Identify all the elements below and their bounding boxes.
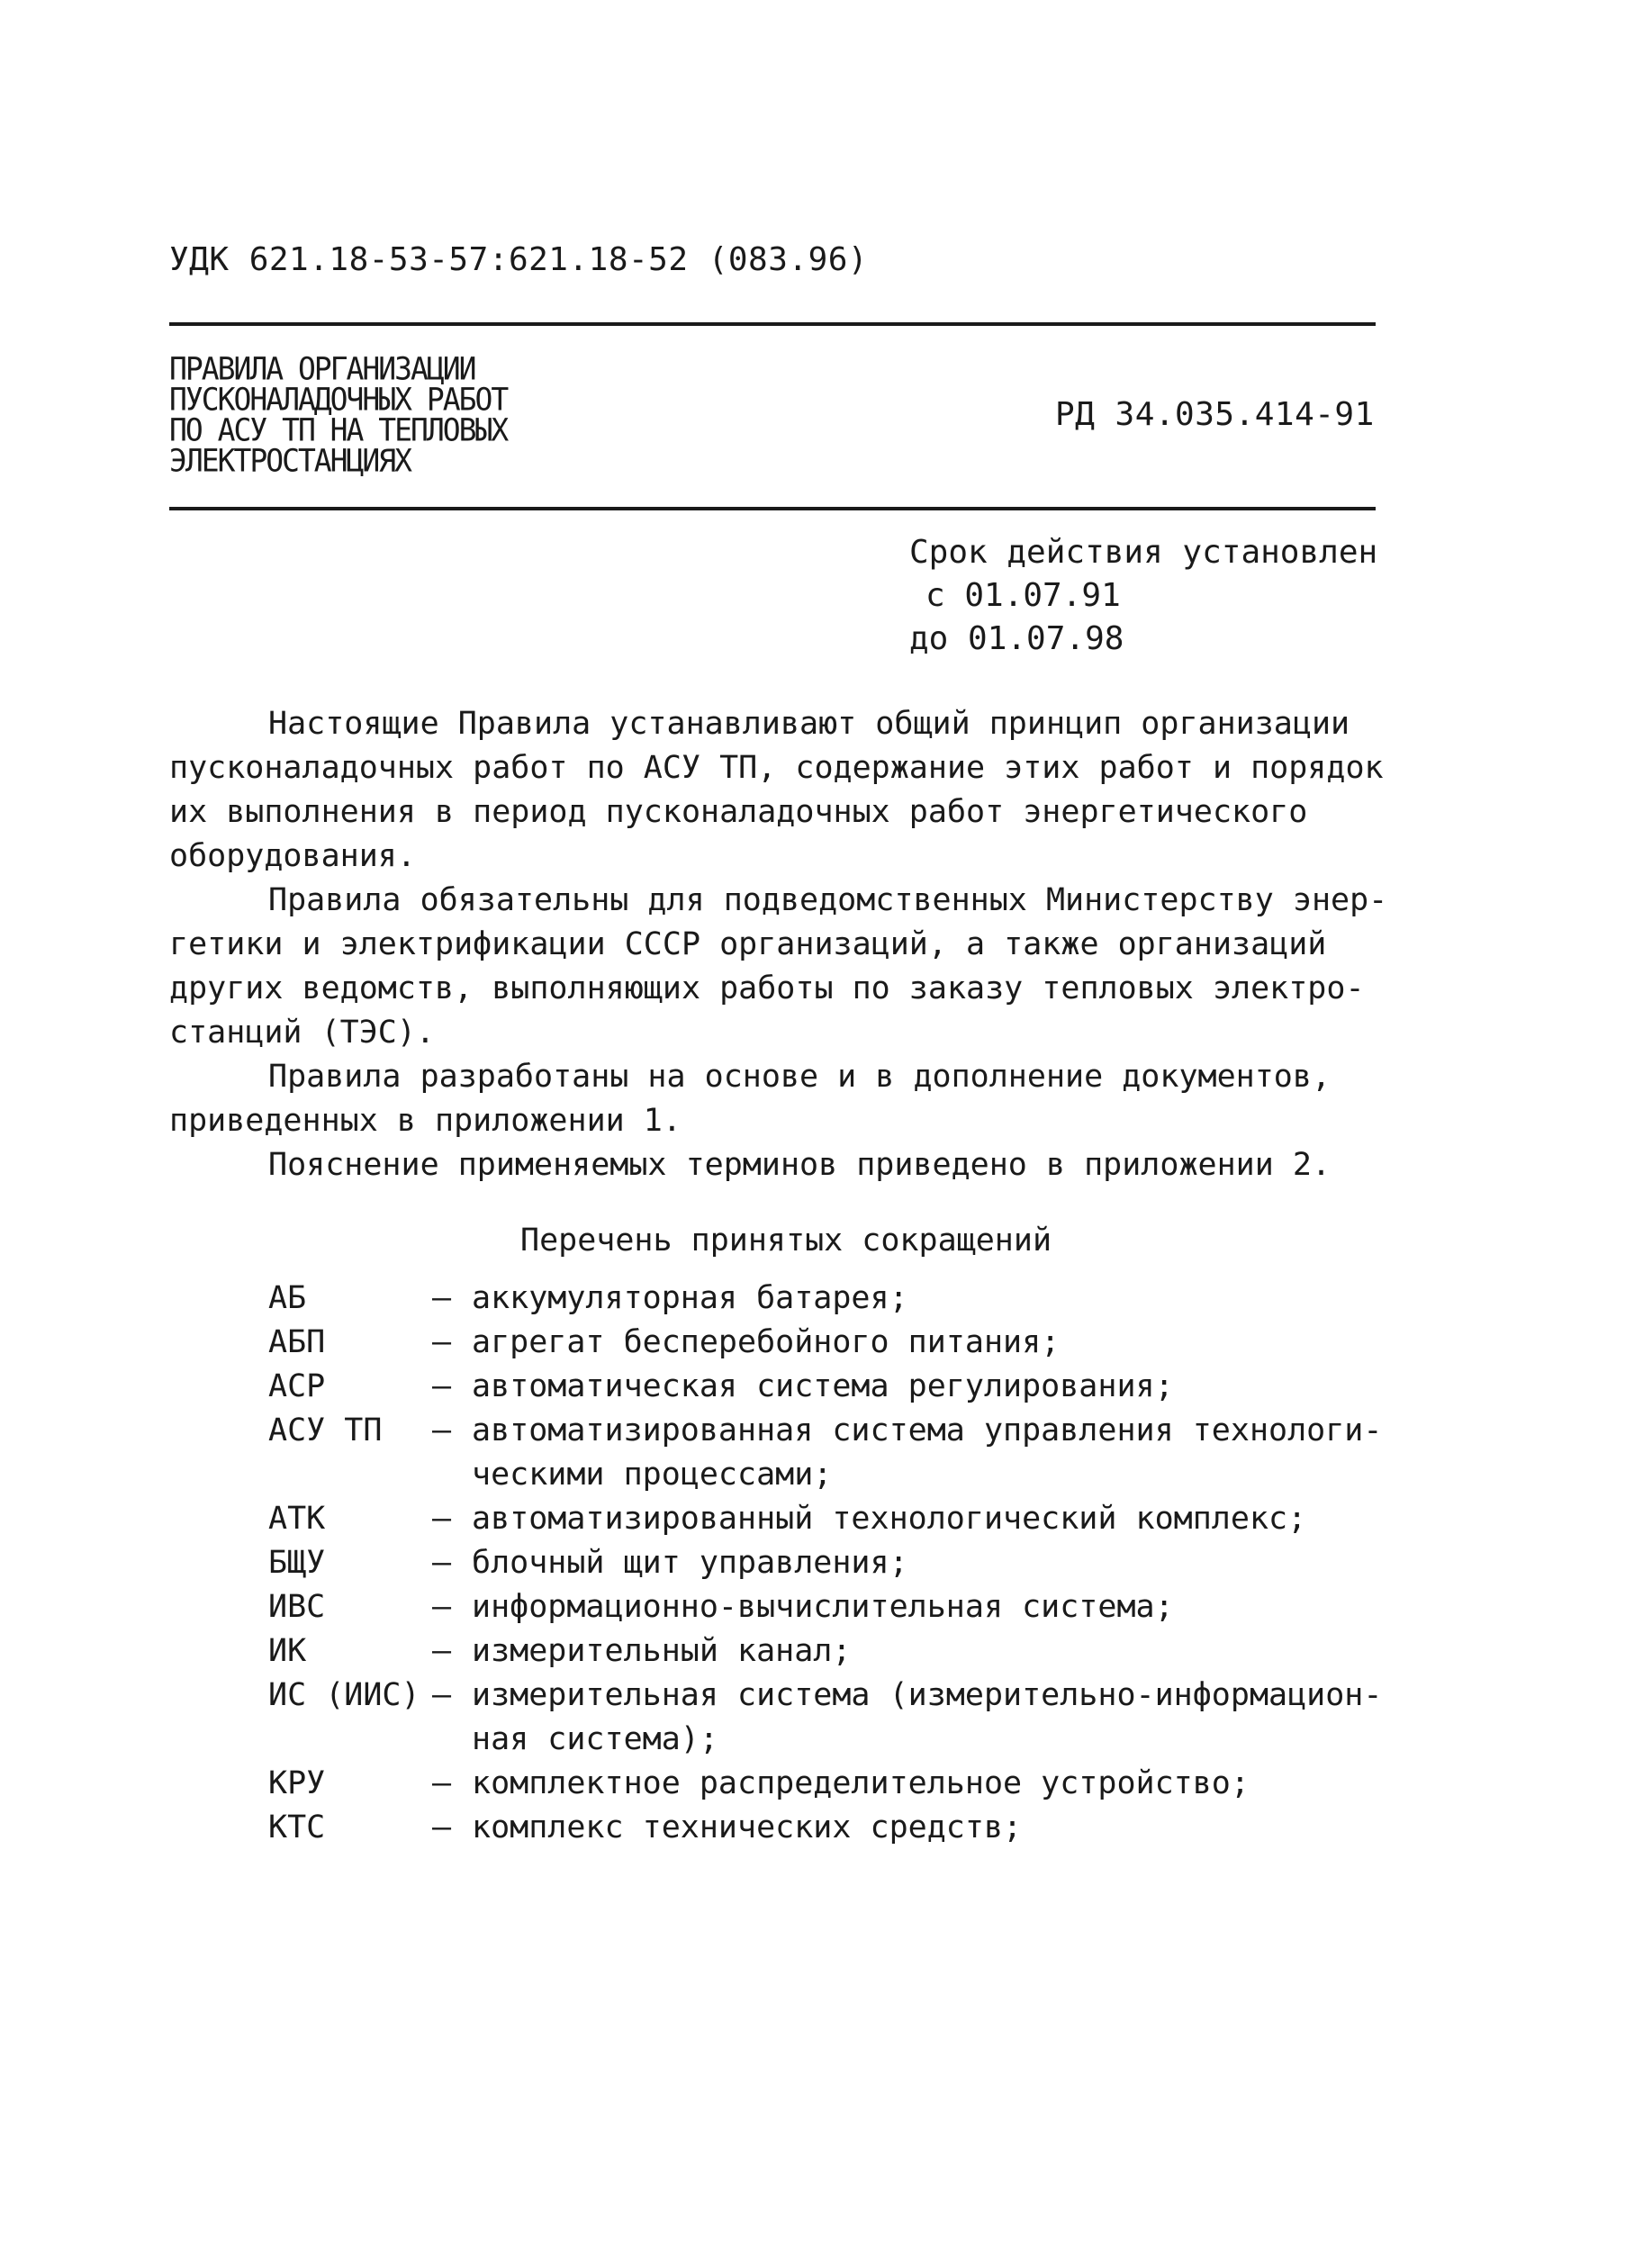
definition-line: автоматическая система регулирования; bbox=[472, 1368, 1174, 1404]
paragraph bbox=[169, 879, 1388, 1055]
validity-to: до 01.07.98 bbox=[909, 620, 1124, 657]
paragraph-line: их выполнения в период пусконаладочных работ энергетического bbox=[169, 794, 1308, 830]
abbreviation-term: БЩУ bbox=[268, 1545, 326, 1581]
definition-line: комплектное распределительное устройство; bbox=[472, 1765, 1250, 1801]
abbreviation-term: КТС bbox=[268, 1809, 326, 1845]
abbreviation-definition bbox=[472, 1585, 1394, 1629]
abbreviation-dash: – bbox=[432, 1677, 452, 1713]
title-line: ПРАВИЛА ОРГАНИЗАЦИИ bbox=[169, 349, 475, 387]
definition-line: ная система); bbox=[472, 1721, 718, 1757]
definition-line: агрегат бесперебойного питания; bbox=[472, 1324, 1061, 1360]
paragraph-line: Пояснение применяемых терминов приведено в приложении 2. bbox=[268, 1147, 1332, 1183]
definition-line: ческими процессами; bbox=[472, 1457, 833, 1493]
abbreviation-definition bbox=[472, 1497, 1394, 1541]
paragraph-line: станций (ТЭС). bbox=[169, 1015, 436, 1051]
abbreviation-row bbox=[268, 1762, 1394, 1806]
title-line: ЭЛЕКТРОСТАНЦИЯХ bbox=[169, 441, 411, 479]
abbreviation-definition bbox=[472, 1806, 1394, 1850]
abbreviation-definition bbox=[472, 1409, 1394, 1497]
title-line: ПО АСУ ТП НА ТЕПЛОВЫХ bbox=[169, 411, 508, 448]
udk-code: УДК 621.18-53-57:621.18-52 (083.96) bbox=[169, 241, 869, 278]
top-rule bbox=[169, 322, 1376, 326]
paragraph-line: Настоящие Правила устанавливают общий принцип организации bbox=[268, 706, 1350, 742]
abbreviation-definition bbox=[472, 1629, 1394, 1674]
abbreviation-row bbox=[268, 1674, 1394, 1762]
definition-line: аккумуляторная батарея; bbox=[472, 1280, 908, 1316]
title-line: ПУСКОНАЛАДОЧНЫХ РАБОТ bbox=[169, 380, 508, 418]
abbreviation-definition bbox=[472, 1674, 1394, 1762]
abbreviation-dash: – bbox=[432, 1589, 452, 1625]
paragraph-line: пусконаладочных работ по АСУ ТП, содержание этих работ и порядок bbox=[169, 750, 1384, 786]
paragraph-line: других ведомств, выполняющих работы по заказу тепловых электро- bbox=[169, 970, 1365, 1006]
paragraph bbox=[169, 702, 1384, 879]
abbreviation-term: ИВС bbox=[268, 1589, 326, 1625]
abbreviation-row bbox=[268, 1541, 1394, 1585]
document-code: РД 34.035.414-91 bbox=[1055, 396, 1375, 433]
abbreviation-term: АСР bbox=[268, 1368, 326, 1404]
abbreviations-heading: Перечень принятых сокращений bbox=[520, 1223, 1052, 1259]
validity-from: с 01.07.91 bbox=[925, 577, 1121, 614]
abbreviation-row bbox=[268, 1806, 1394, 1850]
definition-line: автоматизированный технологический комплекс; bbox=[472, 1501, 1307, 1537]
validity-label: Срок действия установлен bbox=[909, 534, 1378, 571]
paragraph-line: оборудования. bbox=[169, 838, 416, 874]
abbreviation-dash: – bbox=[432, 1412, 452, 1448]
abbreviation-dash: – bbox=[432, 1633, 452, 1669]
abbreviation-definition bbox=[472, 1321, 1394, 1365]
abbreviation-row bbox=[268, 1365, 1394, 1409]
abbreviation-term: АСУ ТП bbox=[268, 1412, 383, 1448]
paragraph bbox=[169, 1055, 1376, 1143]
abbreviation-definition bbox=[472, 1277, 1394, 1321]
paragraph-line: Правила разработаны на основе и в дополнение документов, bbox=[268, 1059, 1332, 1095]
abbreviation-dash: – bbox=[432, 1324, 452, 1360]
abbreviation-term: ИК bbox=[268, 1633, 307, 1669]
paragraph bbox=[169, 1143, 1376, 1187]
abbreviation-term: АБП bbox=[268, 1324, 326, 1360]
abbreviation-row bbox=[268, 1321, 1394, 1365]
abbreviation-dash: – bbox=[432, 1280, 452, 1316]
definition-line: измерительный канал; bbox=[472, 1633, 852, 1669]
bottom-rule bbox=[169, 507, 1376, 510]
paragraph-line: Правила обязательны для подведомственных Министерству энер- bbox=[268, 882, 1388, 918]
abbreviation-dash: – bbox=[432, 1809, 452, 1845]
abbreviation-term: АТК bbox=[268, 1501, 326, 1537]
abbreviation-dash: – bbox=[432, 1545, 452, 1581]
abbreviation-row bbox=[268, 1277, 1394, 1321]
abbreviation-term: ИС (ИИС) bbox=[268, 1677, 420, 1713]
abbreviation-row bbox=[268, 1497, 1394, 1541]
paragraph-line: гетики и электрификации СССР организаций, а также организаций bbox=[169, 926, 1327, 962]
definition-line: блочный щит управления; bbox=[472, 1545, 908, 1581]
definition-line: измерительная система (измерительно-информацион- bbox=[472, 1677, 1383, 1713]
document-title bbox=[169, 349, 673, 479]
abbreviation-dash: – bbox=[432, 1501, 452, 1537]
abbreviation-row bbox=[268, 1585, 1394, 1629]
abbreviation-row bbox=[268, 1629, 1394, 1674]
abbreviation-dash: – bbox=[432, 1765, 452, 1801]
definition-line: информационно-вычислительная система; bbox=[472, 1589, 1174, 1625]
abbreviation-row bbox=[268, 1409, 1394, 1497]
abbreviation-definition bbox=[472, 1762, 1394, 1806]
body-text bbox=[169, 702, 1388, 1187]
validity-block bbox=[909, 531, 1377, 661]
abbreviation-term: КРУ bbox=[268, 1765, 326, 1801]
abbreviation-definition bbox=[472, 1541, 1394, 1585]
definition-line: автоматизированная система управления технологи- bbox=[472, 1412, 1383, 1448]
abbreviation-dash: – bbox=[432, 1368, 452, 1404]
definition-line: комплекс технических средств; bbox=[472, 1809, 1023, 1845]
abbreviation-definition bbox=[472, 1365, 1394, 1409]
abbreviations-list bbox=[268, 1277, 1394, 1850]
abbreviation-term: АБ bbox=[268, 1280, 307, 1316]
paragraph-line: приведенных в приложении 1. bbox=[169, 1103, 682, 1139]
